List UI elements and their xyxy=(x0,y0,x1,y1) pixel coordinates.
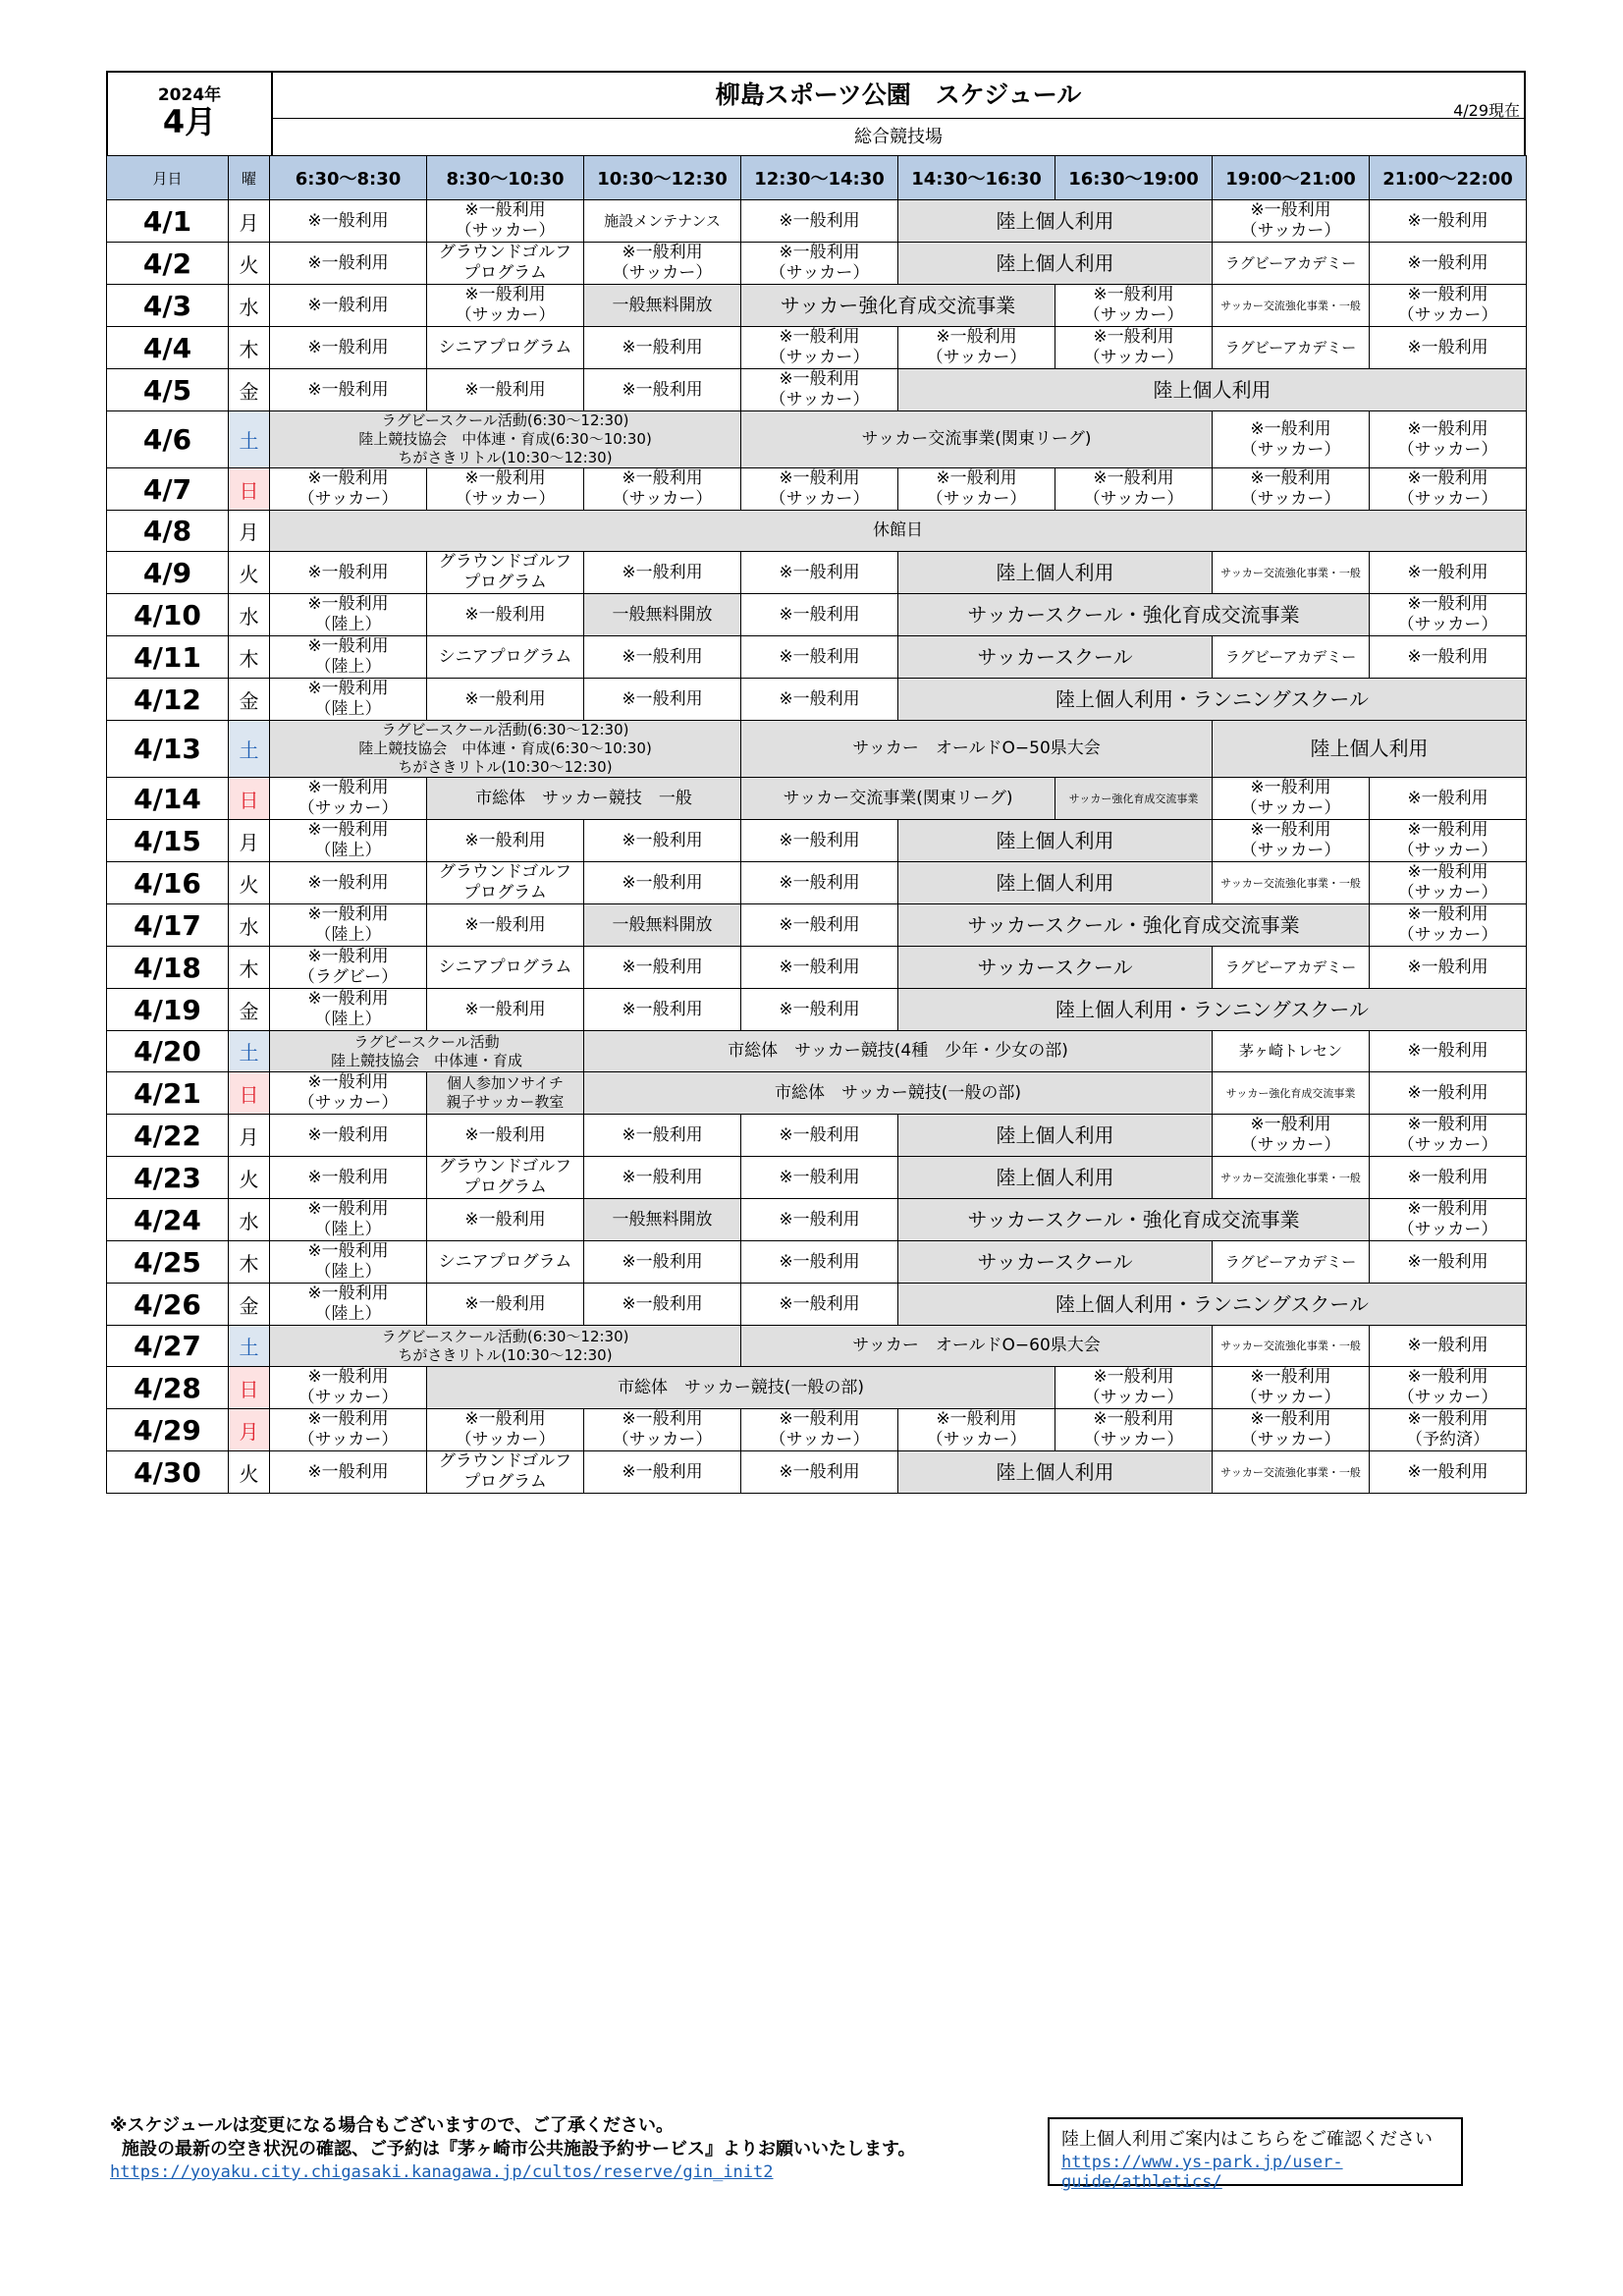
schedule-cell: ※一般利用 xyxy=(270,552,427,594)
row-day-of-week: 金 xyxy=(229,1284,270,1326)
schedule-cell: サッカー交流強化事業・一般 xyxy=(1213,285,1370,327)
schedule-cell: サッカースクール・強化育成交流事業 xyxy=(898,904,1370,947)
schedule-cell: ※一般利用 （サッカー） xyxy=(1370,285,1527,327)
row-date: 4/17 xyxy=(107,904,229,947)
schedule-cell: 一般無料開放 xyxy=(584,285,741,327)
schedule-cell: ※一般利用 （サッカー） xyxy=(1370,1199,1527,1241)
schedule-cell: サッカースクール・強化育成交流事業 xyxy=(898,1199,1370,1241)
schedule-cell: ※一般利用 xyxy=(270,1115,427,1157)
schedule-cell: シニアプログラム xyxy=(427,1241,584,1284)
schedule-cell: ※一般利用 （サッカー） xyxy=(1213,200,1370,243)
schedule-cell: 一般無料開放 xyxy=(584,594,741,636)
schedule-cell: ※一般利用 xyxy=(741,200,898,243)
schedule-cell: サッカー交流強化事業・一般 xyxy=(1213,1451,1370,1494)
schedule-cell: ※一般利用 xyxy=(584,820,741,862)
schedule-cell: ※一般利用 （陸上） xyxy=(270,636,427,679)
schedule-cell: サッカー交流強化事業・一般 xyxy=(1213,552,1370,594)
schedule-cell: ※一般利用 xyxy=(270,243,427,285)
schedule-row xyxy=(107,468,1527,511)
column-header-slot: 19:00〜21:00 xyxy=(1213,156,1370,200)
schedule-cell: グラウンドゴルフ プログラム xyxy=(427,862,584,904)
row-day-of-week: 金 xyxy=(229,989,270,1031)
row-date: 4/8 xyxy=(107,511,229,552)
schedule-cell: ※一般利用 xyxy=(427,1115,584,1157)
schedule-cell: ※一般利用 （サッカー） xyxy=(1055,468,1213,511)
schedule-cell: ※一般利用 （予約済） xyxy=(1370,1409,1527,1451)
schedule-header xyxy=(106,71,1526,155)
row-date: 4/12 xyxy=(107,679,229,721)
schedule-table xyxy=(106,155,1527,1494)
schedule-cell: ※一般利用 xyxy=(1370,1451,1527,1494)
row-date: 4/23 xyxy=(107,1157,229,1199)
row-day-of-week: 火 xyxy=(229,552,270,594)
schedule-cell: ※一般利用 （サッカー） xyxy=(1213,778,1370,820)
schedule-cell: ※一般利用 （サッカー） xyxy=(270,1409,427,1451)
schedule-cell: ラグビースクール活動 陸上競技協会 中体連・育成 xyxy=(270,1031,584,1072)
row-day-of-week: 土 xyxy=(229,1326,270,1367)
schedule-cell: シニアプログラム xyxy=(427,947,584,989)
schedule-cell: サッカースクール xyxy=(898,636,1213,679)
column-header-slot: 6:30〜8:30 xyxy=(270,156,427,200)
schedule-cell: ※一般利用 （サッカー） xyxy=(741,243,898,285)
row-date: 4/4 xyxy=(107,327,229,369)
schedule-cell: ※一般利用 （サッカー） xyxy=(1213,820,1370,862)
row-date: 4/25 xyxy=(107,1241,229,1284)
schedule-cell: ※一般利用 xyxy=(427,594,584,636)
schedule-cell: サッカー強化育成交流事業 xyxy=(741,285,1055,327)
schedule-cell: ※一般利用 xyxy=(427,1284,584,1326)
row-date: 4/28 xyxy=(107,1367,229,1409)
row-date: 4/13 xyxy=(107,721,229,778)
schedule-row xyxy=(107,1326,1527,1367)
schedule-cell: ※一般利用 （サッカー） xyxy=(1055,327,1213,369)
row-day-of-week: 水 xyxy=(229,1199,270,1241)
schedule-sheet xyxy=(106,71,1526,1494)
schedule-cell: 陸上個人利用・ランニングスクール xyxy=(898,1284,1527,1326)
schedule-cell: ラグビーアカデミー xyxy=(1213,947,1370,989)
schedule-cell: ※一般利用 xyxy=(741,1199,898,1241)
schedule-cell: ※一般利用 xyxy=(741,947,898,989)
schedule-row xyxy=(107,721,1527,778)
schedule-cell: ※一般利用 （陸上） xyxy=(270,904,427,947)
row-day-of-week: 水 xyxy=(229,285,270,327)
schedule-row xyxy=(107,594,1527,636)
row-day-of-week: 火 xyxy=(229,862,270,904)
row-day-of-week: 水 xyxy=(229,904,270,947)
schedule-cell: ※一般利用 （サッカー） xyxy=(741,1409,898,1451)
schedule-row xyxy=(107,200,1527,243)
year-label: 2024年 xyxy=(157,85,222,105)
row-day-of-week: 月 xyxy=(229,1115,270,1157)
schedule-cell: ※一般利用 （サッカー） xyxy=(270,1367,427,1409)
row-day-of-week: 日 xyxy=(229,1072,270,1115)
schedule-cell: ※一般利用 （サッカー） xyxy=(1213,1115,1370,1157)
schedule-cell: ※一般利用 xyxy=(1370,1326,1527,1367)
row-day-of-week: 日 xyxy=(229,1367,270,1409)
schedule-cell: サッカー強化育成交流事業 xyxy=(1055,778,1213,820)
schedule-cell: ※一般利用 xyxy=(427,369,584,411)
schedule-row xyxy=(107,904,1527,947)
schedule-cell: サッカー オールドO−60県大会 xyxy=(741,1326,1213,1367)
schedule-cell: ※一般利用 （陸上） xyxy=(270,1199,427,1241)
row-date: 4/1 xyxy=(107,200,229,243)
column-header-dow: 曜 xyxy=(229,156,270,200)
row-date: 4/6 xyxy=(107,411,229,468)
schedule-cell: 陸上個人利用 xyxy=(898,200,1213,243)
schedule-cell: ※一般利用 （サッカー） xyxy=(1213,411,1370,468)
schedule-cell: ※一般利用 （サッカー） xyxy=(1213,468,1370,511)
schedule-row xyxy=(107,1451,1527,1494)
schedule-cell: 陸上個人利用・ランニングスクール xyxy=(898,679,1527,721)
schedule-cell: 陸上個人利用 xyxy=(898,243,1213,285)
schedule-cell: ※一般利用 （サッカー） xyxy=(741,468,898,511)
schedule-cell: ※一般利用 xyxy=(584,1157,741,1199)
schedule-cell: ※一般利用 xyxy=(584,862,741,904)
schedule-row xyxy=(107,989,1527,1031)
schedule-row xyxy=(107,243,1527,285)
athletics-info-text: 陸上個人利用ご案内はこちらをご確認ください xyxy=(1061,2129,1433,2150)
schedule-cell: ※一般利用 （サッカー） xyxy=(270,778,427,820)
schedule-cell: 市総体 サッカー競技 一般 xyxy=(427,778,741,820)
schedule-cell: ※一般利用 xyxy=(741,1157,898,1199)
schedule-row xyxy=(107,411,1527,468)
row-day-of-week: 木 xyxy=(229,327,270,369)
row-day-of-week: 土 xyxy=(229,721,270,778)
schedule-row xyxy=(107,369,1527,411)
schedule-cell: ※一般利用 xyxy=(741,820,898,862)
row-day-of-week: 月 xyxy=(229,1409,270,1451)
row-date: 4/15 xyxy=(107,820,229,862)
schedule-cell: ※一般利用 xyxy=(270,285,427,327)
schedule-cell: グラウンドゴルフ プログラム xyxy=(427,243,584,285)
row-day-of-week: 土 xyxy=(229,1031,270,1072)
schedule-cell: ※一般利用 （サッカー） xyxy=(1213,1409,1370,1451)
row-date: 4/30 xyxy=(107,1451,229,1494)
schedule-cell: ※一般利用 xyxy=(1370,243,1527,285)
schedule-cell: 施設メンテナンス xyxy=(584,200,741,243)
schedule-row xyxy=(107,679,1527,721)
schedule-cell: ※一般利用 xyxy=(427,679,584,721)
schedule-cell: ※一般利用 （サッカー） xyxy=(1055,1409,1213,1451)
row-date: 4/21 xyxy=(107,1072,229,1115)
column-header-slot: 12:30〜14:30 xyxy=(741,156,898,200)
schedule-cell: ※一般利用 （サッカー） xyxy=(427,200,584,243)
row-date: 4/5 xyxy=(107,369,229,411)
schedule-cell: 一般無料開放 xyxy=(584,1199,741,1241)
schedule-cell: ※一般利用 xyxy=(270,369,427,411)
schedule-cell: サッカースクール xyxy=(898,1241,1213,1284)
schedule-cell: ※一般利用 （サッカー） xyxy=(898,327,1055,369)
row-date: 4/2 xyxy=(107,243,229,285)
column-header-slot: 14:30〜16:30 xyxy=(898,156,1055,200)
schedule-row xyxy=(107,820,1527,862)
schedule-cell: ※一般利用 xyxy=(584,947,741,989)
schedule-cell: ※一般利用 xyxy=(584,636,741,679)
schedule-cell: 陸上個人利用・ランニングスクール xyxy=(898,989,1527,1031)
schedule-cell: ※一般利用 xyxy=(584,327,741,369)
column-header-date: 月日 xyxy=(107,156,229,200)
as-of-date: 4/29現在 xyxy=(1453,101,1520,120)
column-header-slot: 16:30〜19:00 xyxy=(1055,156,1213,200)
schedule-cell: ※一般利用 （サッカー） xyxy=(1370,1367,1527,1409)
column-header-slot: 8:30〜10:30 xyxy=(427,156,584,200)
schedule-cell: グラウンドゴルフ プログラム xyxy=(427,1157,584,1199)
schedule-cell: ※一般利用 xyxy=(741,552,898,594)
schedule-row xyxy=(107,862,1527,904)
schedule-cell: ※一般利用 （サッカー） xyxy=(427,468,584,511)
schedule-cell: 陸上個人利用 xyxy=(898,1115,1213,1157)
schedule-row xyxy=(107,636,1527,679)
row-date: 4/22 xyxy=(107,1115,229,1157)
schedule-cell: ※一般利用 （サッカー） xyxy=(1370,904,1527,947)
schedule-cell: ※一般利用 （サッカー） xyxy=(1370,862,1527,904)
row-day-of-week: 金 xyxy=(229,369,270,411)
schedule-cell: サッカー交流事業(関東リーグ) xyxy=(741,411,1213,468)
row-day-of-week: 水 xyxy=(229,594,270,636)
schedule-row xyxy=(107,552,1527,594)
column-header-slot: 21:00〜22:00 xyxy=(1370,156,1527,200)
row-day-of-week: 火 xyxy=(229,1451,270,1494)
schedule-row xyxy=(107,1284,1527,1326)
column-header-slot: 10:30〜12:30 xyxy=(584,156,741,200)
schedule-row xyxy=(107,285,1527,327)
schedule-row xyxy=(107,1115,1527,1157)
footer xyxy=(110,2111,1524,2229)
schedule-cell: 茅ヶ崎トレセン xyxy=(1213,1031,1370,1072)
row-day-of-week: 木 xyxy=(229,947,270,989)
schedule-cell: ※一般利用 （サッカー） xyxy=(741,327,898,369)
schedule-cell: ※一般利用 （陸上） xyxy=(270,989,427,1031)
schedule-cell: シニアプログラム xyxy=(427,327,584,369)
schedule-cell: ラグビーアカデミー xyxy=(1213,1241,1370,1284)
page-title: 柳島スポーツ公園 スケジュール xyxy=(273,73,1524,119)
schedule-cell: 陸上個人利用 xyxy=(898,862,1213,904)
schedule-cell: 市総体 サッカー競技(一般の部) xyxy=(427,1367,1055,1409)
schedule-cell: ※一般利用 xyxy=(741,1241,898,1284)
schedule-cell: ラグビースクール活動(6:30〜12:30) 陸上競技協会 中体連・育成(6:30〜10:30) ちがさきリトル(10:30〜12:30) xyxy=(270,411,741,468)
month-label: 4月 xyxy=(162,103,217,140)
schedule-row xyxy=(107,778,1527,820)
schedule-cell: ※一般利用 xyxy=(427,820,584,862)
schedule-cell: ※一般利用 xyxy=(584,369,741,411)
schedule-cell: ※一般利用 xyxy=(741,636,898,679)
footer-note-change: ※スケジュールは変更になる場合もございますので、ご了承ください。 xyxy=(110,2115,675,2136)
schedule-cell: シニアプログラム xyxy=(427,636,584,679)
schedule-cell: ※一般利用 xyxy=(1370,1072,1527,1115)
row-date: 4/11 xyxy=(107,636,229,679)
schedule-cell: ※一般利用 xyxy=(427,989,584,1031)
schedule-cell: ※一般利用 （サッカー） xyxy=(1055,1367,1213,1409)
schedule-cell: ※一般利用 xyxy=(741,1284,898,1326)
row-date: 4/19 xyxy=(107,989,229,1031)
schedule-cell: ※一般利用 xyxy=(1370,1157,1527,1199)
schedule-cell: ※一般利用 xyxy=(741,1451,898,1494)
schedule-cell: サッカー交流事業(関東リーグ) xyxy=(741,778,1055,820)
row-date: 4/3 xyxy=(107,285,229,327)
schedule-cell: ※一般利用 （陸上） xyxy=(270,1284,427,1326)
schedule-row xyxy=(107,511,1527,552)
schedule-cell: 陸上個人利用 xyxy=(898,1157,1213,1199)
schedule-cell: サッカー オールドO−50県大会 xyxy=(741,721,1213,778)
schedule-row xyxy=(107,1072,1527,1115)
month-box xyxy=(108,73,273,155)
row-day-of-week: 火 xyxy=(229,1157,270,1199)
schedule-cell: ※一般利用 xyxy=(584,989,741,1031)
schedule-cell: 休館日 xyxy=(270,511,1527,552)
schedule-cell: ※一般利用 （サッカー） xyxy=(270,1072,427,1115)
row-date: 4/7 xyxy=(107,468,229,511)
schedule-cell: 陸上個人利用 xyxy=(898,369,1527,411)
reservation-link[interactable]: https://yoyaku.city.chigasaki.kanagawa.jp/cultos/reserve/gin_init2 xyxy=(110,2162,774,2182)
schedule-cell: ※一般利用 xyxy=(1370,947,1527,989)
schedule-body xyxy=(107,200,1527,1494)
schedule-cell: ※一般利用 xyxy=(584,679,741,721)
schedule-cell: ※一般利用 xyxy=(741,1115,898,1157)
schedule-cell: ※一般利用 xyxy=(584,552,741,594)
schedule-cell: 市総体 サッカー競技(4種 少年・少女の部) xyxy=(584,1031,1213,1072)
schedule-cell: ※一般利用 （陸上） xyxy=(270,679,427,721)
row-day-of-week: 土 xyxy=(229,411,270,468)
row-date: 4/9 xyxy=(107,552,229,594)
row-day-of-week: 木 xyxy=(229,636,270,679)
row-day-of-week: 日 xyxy=(229,778,270,820)
schedule-cell: ※一般利用 （サッカー） xyxy=(584,468,741,511)
schedule-cell: ※一般利用 （サッカー） xyxy=(741,369,898,411)
athletics-guide-link[interactable]: https://www.ys-park.jp/user-guide/athletics/ xyxy=(1061,2153,1343,2192)
schedule-cell: ※一般利用 xyxy=(741,594,898,636)
schedule-row xyxy=(107,1409,1527,1451)
schedule-cell: ※一般利用 （サッカー） xyxy=(1370,594,1527,636)
schedule-cell: サッカー強化育成交流事業 xyxy=(1213,1072,1370,1115)
athletics-info-box xyxy=(1048,2117,1463,2192)
schedule-cell: ※一般利用 （サッカー） xyxy=(270,468,427,511)
schedule-cell: ※一般利用 xyxy=(270,200,427,243)
schedule-cell: ※一般利用 xyxy=(270,862,427,904)
schedule-cell: ラグビーアカデミー xyxy=(1213,327,1370,369)
schedule-row xyxy=(107,1031,1527,1072)
schedule-cell: ※一般利用 （サッカー） xyxy=(427,285,584,327)
schedule-row xyxy=(107,327,1527,369)
schedule-cell: ※一般利用 （陸上） xyxy=(270,820,427,862)
schedule-cell: 市総体 サッカー競技(一般の部) xyxy=(584,1072,1213,1115)
schedule-cell: グラウンドゴルフ プログラム xyxy=(427,552,584,594)
row-day-of-week: 日 xyxy=(229,468,270,511)
schedule-cell: ※一般利用 （サッカー） xyxy=(1370,1115,1527,1157)
schedule-cell: ※一般利用 xyxy=(584,1241,741,1284)
schedule-cell: サッカー交流強化事業・一般 xyxy=(1213,1326,1370,1367)
schedule-cell: ※一般利用 xyxy=(584,1284,741,1326)
schedule-cell: ※一般利用 xyxy=(270,327,427,369)
row-date: 4/18 xyxy=(107,947,229,989)
schedule-cell: ※一般利用 （サッカー） xyxy=(1213,1367,1370,1409)
schedule-cell: サッカースクール xyxy=(898,947,1213,989)
schedule-cell: ※一般利用 xyxy=(270,1451,427,1494)
row-day-of-week: 月 xyxy=(229,511,270,552)
schedule-cell: ラグビースクール活動(6:30〜12:30) 陸上競技協会 中体連・育成(6:30〜10:30) ちがさきリトル(10:30〜12:30) xyxy=(270,721,741,778)
column-header-row xyxy=(107,156,1527,200)
schedule-row xyxy=(107,1157,1527,1199)
schedule-cell: ※一般利用 （サッカー） xyxy=(898,468,1055,511)
row-date: 4/20 xyxy=(107,1031,229,1072)
facility-name: 総合競技場 xyxy=(854,127,943,147)
schedule-cell: ※一般利用 xyxy=(270,1157,427,1199)
schedule-cell: サッカー交流強化事業・一般 xyxy=(1213,1157,1370,1199)
row-date: 4/14 xyxy=(107,778,229,820)
schedule-row xyxy=(107,947,1527,989)
schedule-cell: サッカースクール・強化育成交流事業 xyxy=(898,594,1370,636)
schedule-cell: 陸上個人利用 xyxy=(898,820,1213,862)
schedule-cell: 陸上個人利用 xyxy=(898,1451,1213,1494)
schedule-cell: ※一般利用 xyxy=(741,904,898,947)
schedule-cell: グラウンドゴルフ プログラム xyxy=(427,1451,584,1494)
row-day-of-week: 月 xyxy=(229,820,270,862)
schedule-cell: ※一般利用 （サッカー） xyxy=(584,243,741,285)
schedule-cell: ※一般利用 xyxy=(1370,1031,1527,1072)
schedule-cell: 一般無料開放 xyxy=(584,904,741,947)
schedule-cell: サッカー交流強化事業・一般 xyxy=(1213,862,1370,904)
schedule-cell: ※一般利用 xyxy=(1370,1241,1527,1284)
row-date: 4/26 xyxy=(107,1284,229,1326)
schedule-cell: ※一般利用 （陸上） xyxy=(270,594,427,636)
schedule-cell: ※一般利用 xyxy=(741,989,898,1031)
schedule-cell: ※一般利用 （サッカー） xyxy=(427,1409,584,1451)
schedule-cell: ※一般利用 （ラグビー） xyxy=(270,947,427,989)
schedule-cell: ※一般利用 xyxy=(427,1199,584,1241)
schedule-cell: ※一般利用 （サッカー） xyxy=(1370,820,1527,862)
footer-note-reservation: 施設の最新の空き状況の確認、ご予約は『茅ヶ崎市公共施設予約サービス』よりお願いいたします。 xyxy=(122,2139,916,2159)
schedule-cell: ※一般利用 xyxy=(741,679,898,721)
schedule-cell: ラグビーアカデミー xyxy=(1213,636,1370,679)
row-day-of-week: 火 xyxy=(229,243,270,285)
schedule-cell: ※一般利用 （サッカー） xyxy=(584,1409,741,1451)
schedule-cell: ※一般利用 xyxy=(1370,552,1527,594)
schedule-cell: ※一般利用 xyxy=(1370,200,1527,243)
schedule-cell: ※一般利用 xyxy=(1370,327,1527,369)
schedule-cell: 個人参加ソサイチ 親子サッカー教室 xyxy=(427,1072,584,1115)
schedule-row xyxy=(107,1241,1527,1284)
row-date: 4/10 xyxy=(107,594,229,636)
schedule-cell: ※一般利用 xyxy=(584,1451,741,1494)
schedule-cell: ※一般利用 xyxy=(584,1115,741,1157)
row-date: 4/29 xyxy=(107,1409,229,1451)
schedule-cell: ※一般利用 （サッカー） xyxy=(1370,411,1527,468)
schedule-cell: ※一般利用 （サッカー） xyxy=(898,1409,1055,1451)
row-date: 4/16 xyxy=(107,862,229,904)
schedule-cell: ラグビースクール活動(6:30〜12:30) ちがさきリトル(10:30〜12:30) xyxy=(270,1326,741,1367)
schedule-cell: ※一般利用 xyxy=(1370,636,1527,679)
schedule-cell: ※一般利用 xyxy=(741,862,898,904)
schedule-cell: 陸上個人利用 xyxy=(898,552,1213,594)
row-date: 4/27 xyxy=(107,1326,229,1367)
schedule-cell: ※一般利用 xyxy=(1370,778,1527,820)
schedule-cell: 陸上個人利用 xyxy=(1213,721,1527,778)
schedule-cell: ※一般利用 （サッカー） xyxy=(1055,285,1213,327)
schedule-cell: ※一般利用 xyxy=(427,904,584,947)
row-day-of-week: 木 xyxy=(229,1241,270,1284)
row-day-of-week: 月 xyxy=(229,200,270,243)
schedule-row xyxy=(107,1199,1527,1241)
schedule-cell: ※一般利用 （陸上） xyxy=(270,1241,427,1284)
row-day-of-week: 金 xyxy=(229,679,270,721)
row-date: 4/24 xyxy=(107,1199,229,1241)
schedule-cell: ※一般利用 （サッカー） xyxy=(1370,468,1527,511)
schedule-row xyxy=(107,1367,1527,1409)
schedule-cell: ラグビーアカデミー xyxy=(1213,243,1370,285)
